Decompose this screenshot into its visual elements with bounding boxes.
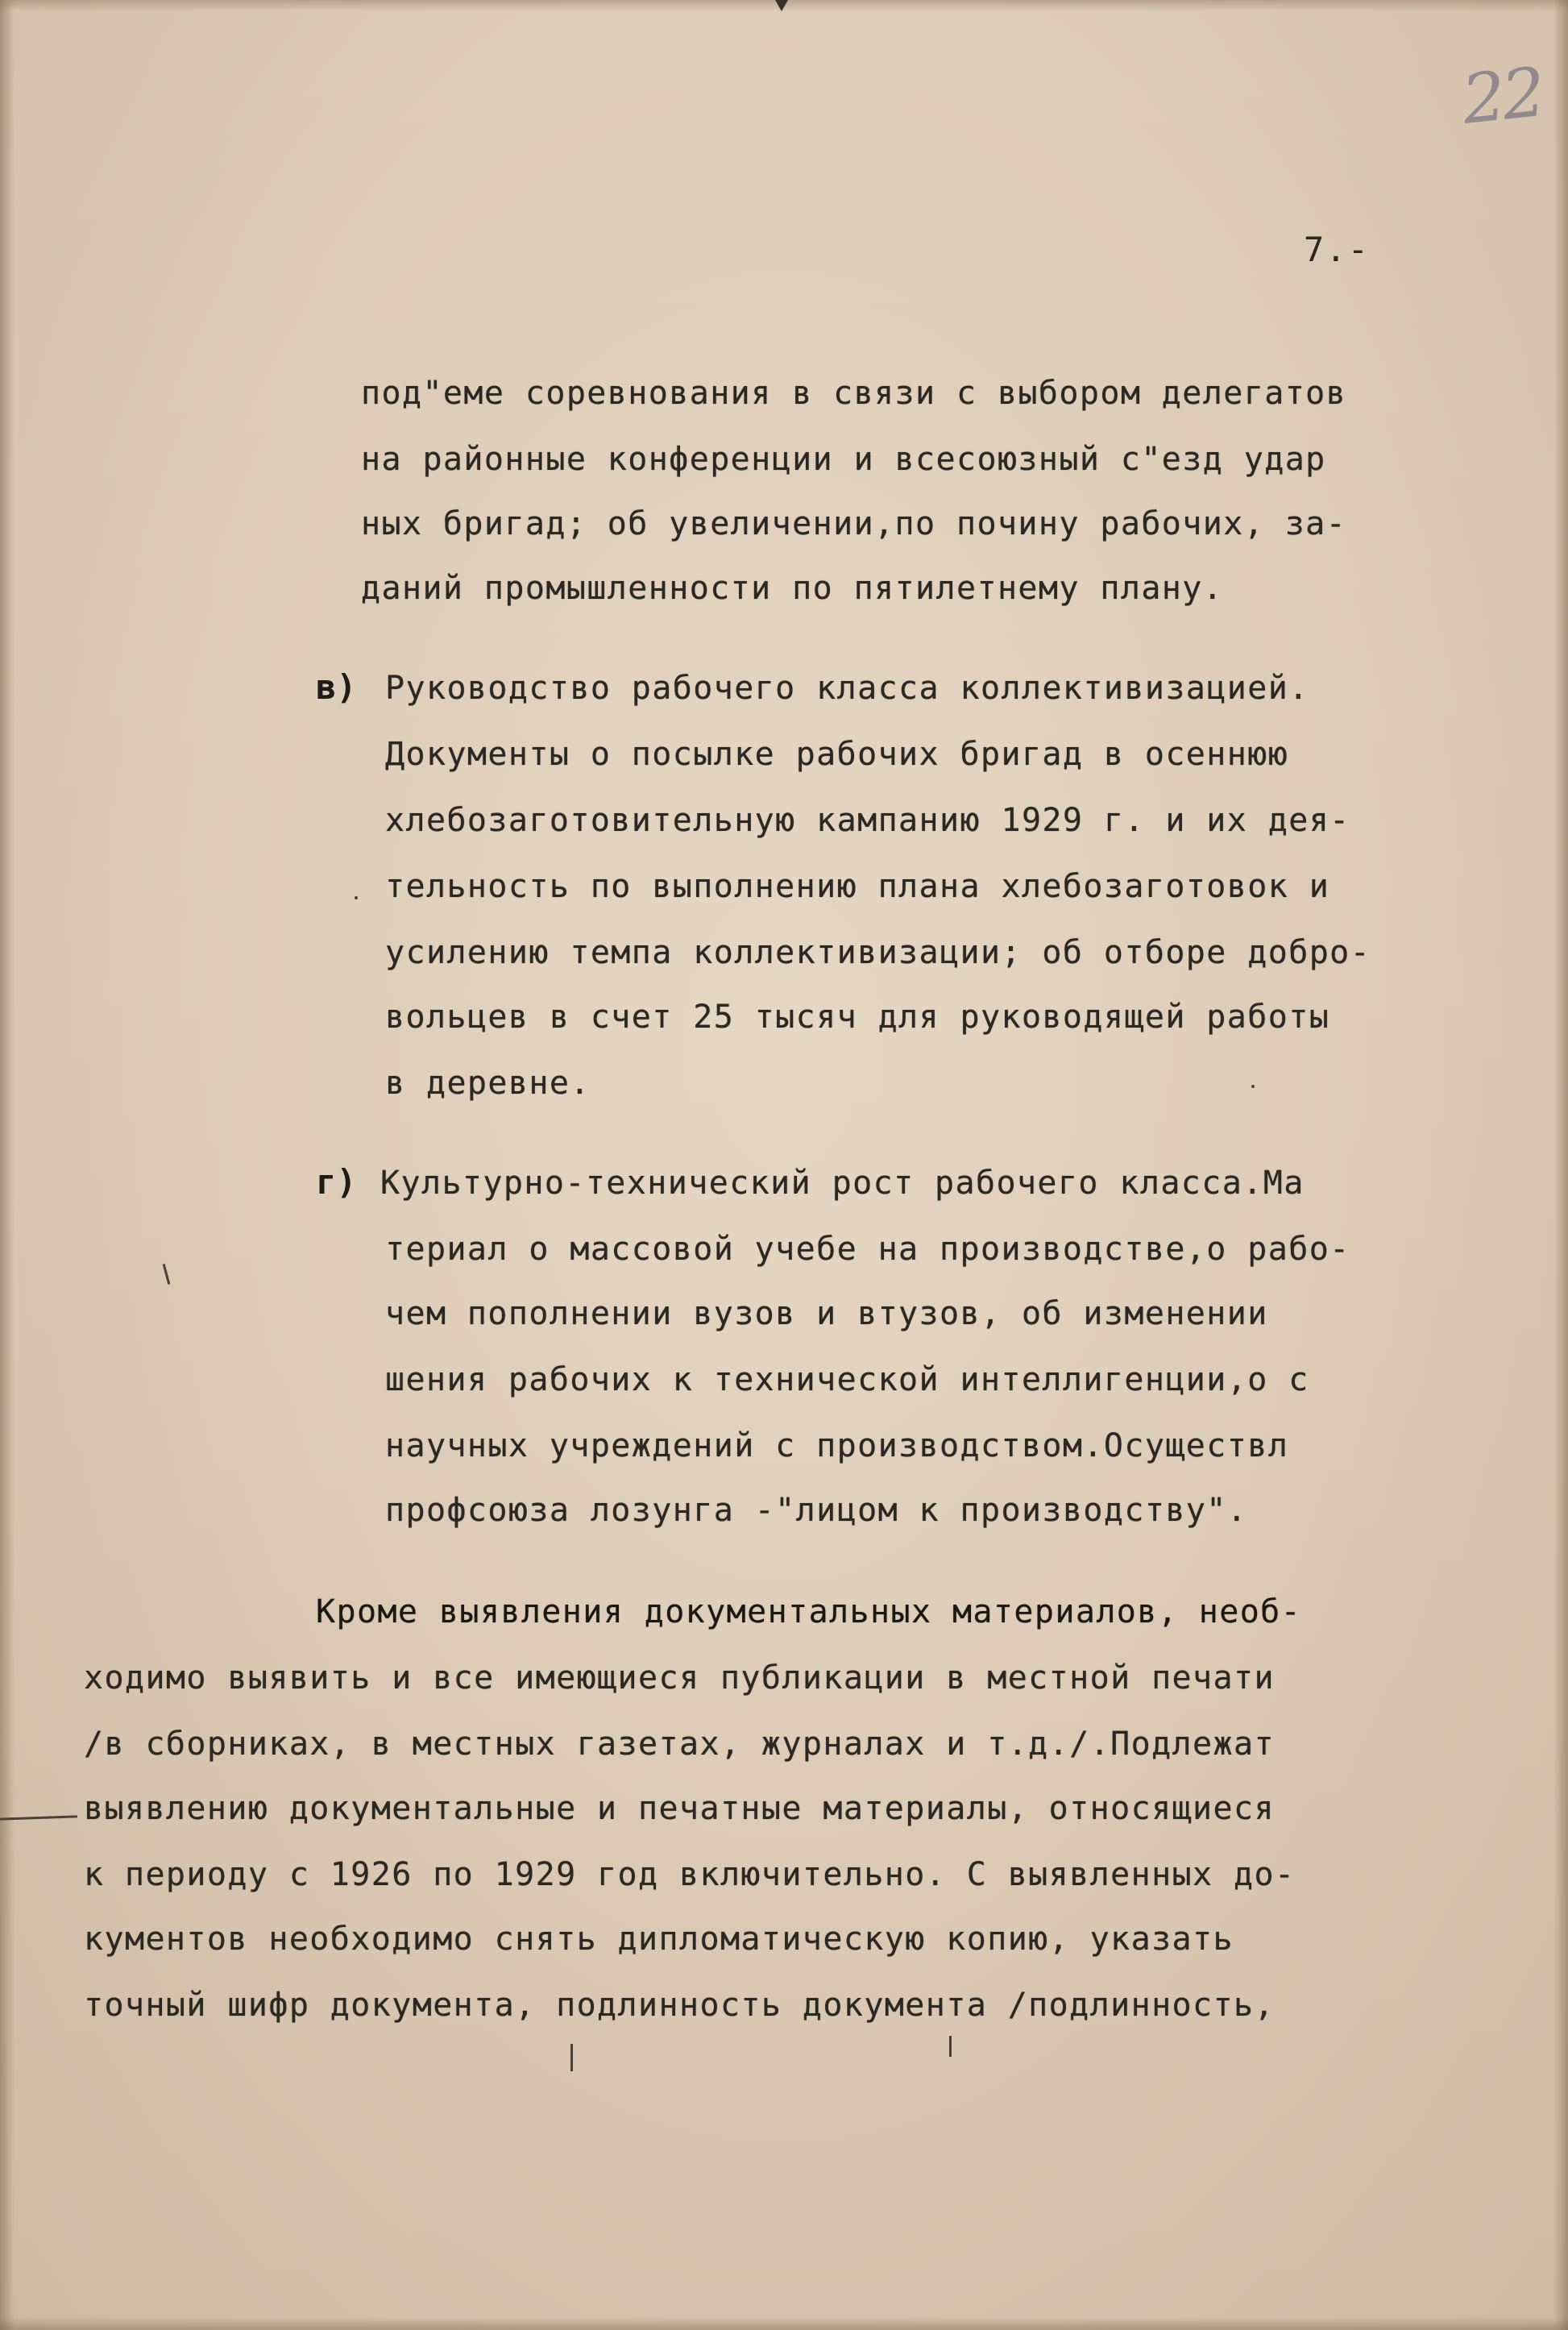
closing-line-6: кументов необходимо снять дипломатическую копию, указать <box>84 1921 1234 1958</box>
intro-line-3: ных бригад; об увеличении,по почину рабочих, за- <box>361 505 1347 542</box>
pen-tick-mark <box>163 1264 171 1285</box>
ink-dot <box>1251 1085 1255 1088</box>
pen-tick-mark <box>949 2036 952 2057</box>
section-g-line-6: профсоюза лозунга -"лицом к производству". <box>385 1492 1248 1529</box>
closing-line-3: /в сборниках, в местных газетах, журналах и т.д./.Подлежат <box>84 1726 1275 1763</box>
paper-edge-bottom <box>0 2317 1568 2330</box>
section-g-line-3: чем пополнении вузов и втузов, об изменении <box>385 1295 1268 1332</box>
closing-line-2: ходимо выявить и все имеющиеся публикации в местной печати <box>84 1659 1275 1697</box>
ink-dot <box>355 896 358 899</box>
section-v-line-6: вольцев в счет 25 тысяч для руководящей работы <box>385 999 1330 1036</box>
closing-line-4: выявлению документальные и печатные материалы, относящиеся <box>84 1790 1275 1827</box>
closing-line-5: к периоду с 1926 по 1929 год включительно. С выявленных до- <box>84 1856 1296 1893</box>
page-number: 7.- <box>1304 230 1370 269</box>
section-g-marker: г) <box>316 1162 357 1202</box>
section-g-line-5: научных учреждений с производством.Осуществл <box>385 1427 1289 1464</box>
paper-edge-right <box>1553 0 1568 2330</box>
section-g-line-2: териал о массовой учебе на производстве,о рабо- <box>385 1231 1350 1268</box>
paper-edge-left <box>0 0 15 2330</box>
section-v-marker: в) <box>316 667 357 707</box>
section-v-line-3: хлебозаготовительную кампанию 1929 г. и их дея- <box>385 802 1350 839</box>
intro-line-1: под"еме соревнования в связи с выбором делегатов <box>361 375 1347 412</box>
section-v-line-2: Документы о посылке рабочих бригад в осеннюю <box>385 736 1289 773</box>
handwritten-folio-number: 22 <box>1458 52 1546 139</box>
pen-tick-mark <box>570 2044 573 2071</box>
closing-line-1: Кроме выявления документальных материалов, необ- <box>316 1593 1302 1630</box>
top-notch-mark <box>775 0 788 11</box>
intro-line-4: даний промышленности по пятилетнему плану. <box>361 570 1224 607</box>
section-v-line-5: усилению темпа коллективизации; об отборе добро- <box>385 934 1371 971</box>
section-g-line-1: Культурно-технический рост рабочего класса.Ма <box>380 1165 1305 1202</box>
section-g-line-4: шения рабочих к технической интеллигенции,о с <box>385 1361 1309 1398</box>
section-v-line-1: Руководство рабочего класса коллективизацией. <box>385 670 1309 707</box>
section-v-line-7: в деревне. <box>385 1065 591 1102</box>
intro-line-2: на районные конференции и всесоюзный с"езд удар <box>361 441 1326 478</box>
closing-line-7: точный шифр документа, подлинность документа /подлинность, <box>84 1987 1275 2024</box>
section-v-line-4: тельность по выполнению плана хлебозаготовок и <box>385 868 1330 905</box>
